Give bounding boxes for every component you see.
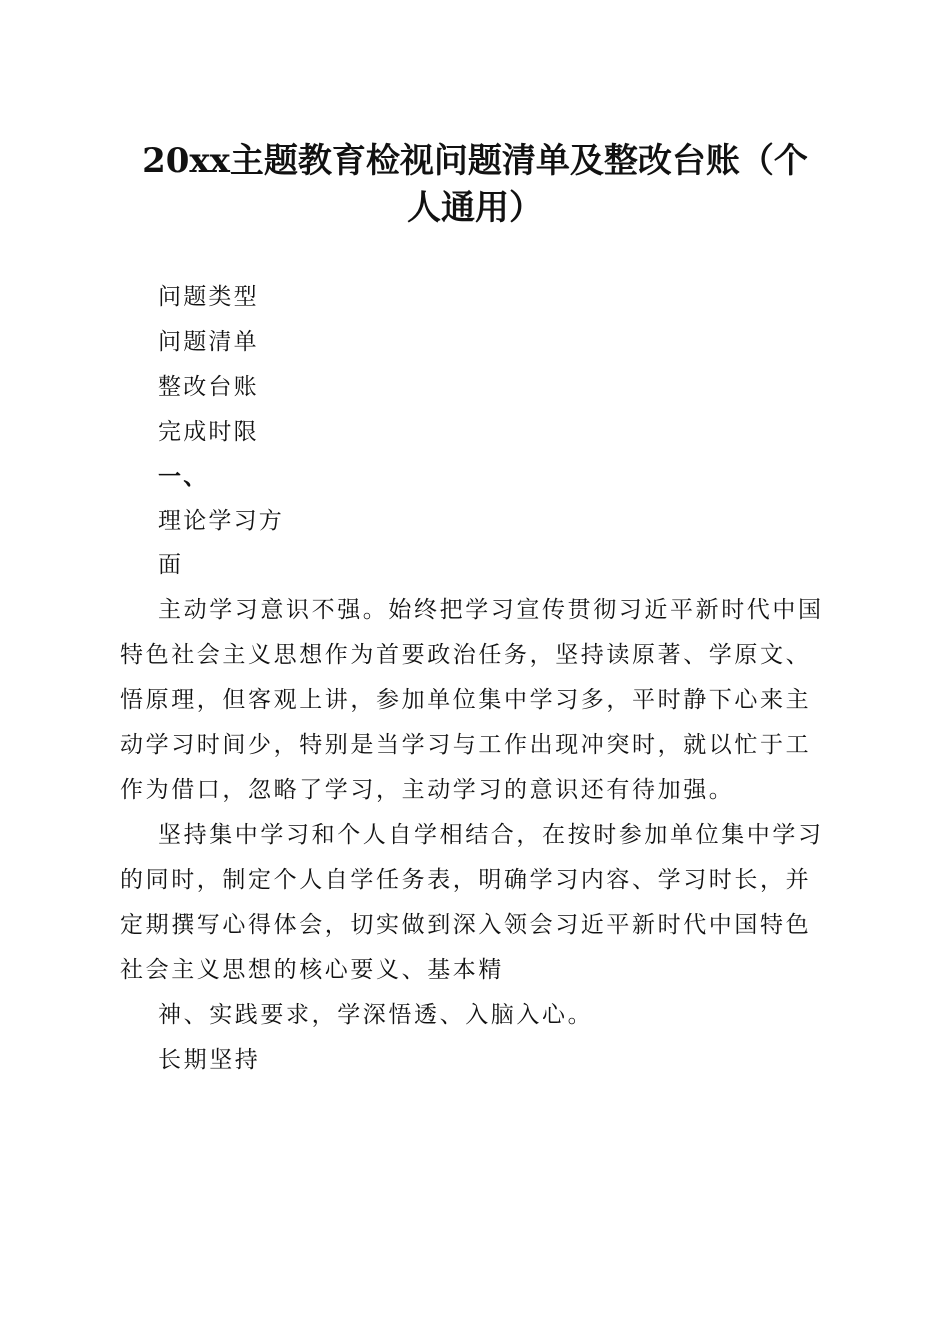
deadline-text: 长期坚持 [158, 1047, 261, 1073]
paragraph-2-line: 坚持集中学习和个人自学相结合，在按时参加单位集中学习 [158, 822, 824, 848]
section-title-line-1: 理论学习方 [158, 508, 284, 534]
header-rectification-ledger: 整改台账 [158, 374, 259, 400]
header-problem-type: 问题类型 [158, 284, 259, 310]
paragraph-2-line: 的同时，制定个人自学任务表，明确学习内容、学习时长，并 [120, 867, 812, 893]
paragraph-2-line: 定期撰写心得体会，切实做到深入领会习近平新时代中国特色 [120, 912, 812, 938]
paragraph-1-line: 动学习时间少，特别是当学习与工作出现冲突时，就以忙于工 [120, 732, 812, 758]
header-problem-list: 问题清单 [158, 329, 259, 355]
paragraph-2-line: 社会主义思想的核心要义、基本精 [120, 957, 504, 983]
paragraph-1-line: 悟原理，但客观上讲，参加单位集中学习多，平时静下心来主 [120, 687, 812, 713]
paragraph-3: 神、实践要求，学深悟透、入脑入心。 [158, 1002, 594, 1028]
section-number: 一、 [158, 464, 209, 490]
header-deadline: 完成时限 [158, 419, 259, 445]
title-line-2: 人通用） [407, 188, 543, 228]
document-title [120, 138, 830, 232]
paragraph-1-line: 特色社会主义思想作为首要政治任务，坚持读原著、学原文、 [120, 642, 812, 668]
title-line-1: 20xx主题教育检视问题清单及整改台账（个 [142, 141, 808, 181]
section-title-line-2: 面 [158, 552, 184, 578]
paragraph-1-line: 作为借口，忽略了学习，主动学习的意识还有待加强。 [120, 777, 735, 803]
paragraph-1-line: 主动学习意识不强。始终把学习宣传贯彻习近平新时代中国 [158, 597, 824, 623]
